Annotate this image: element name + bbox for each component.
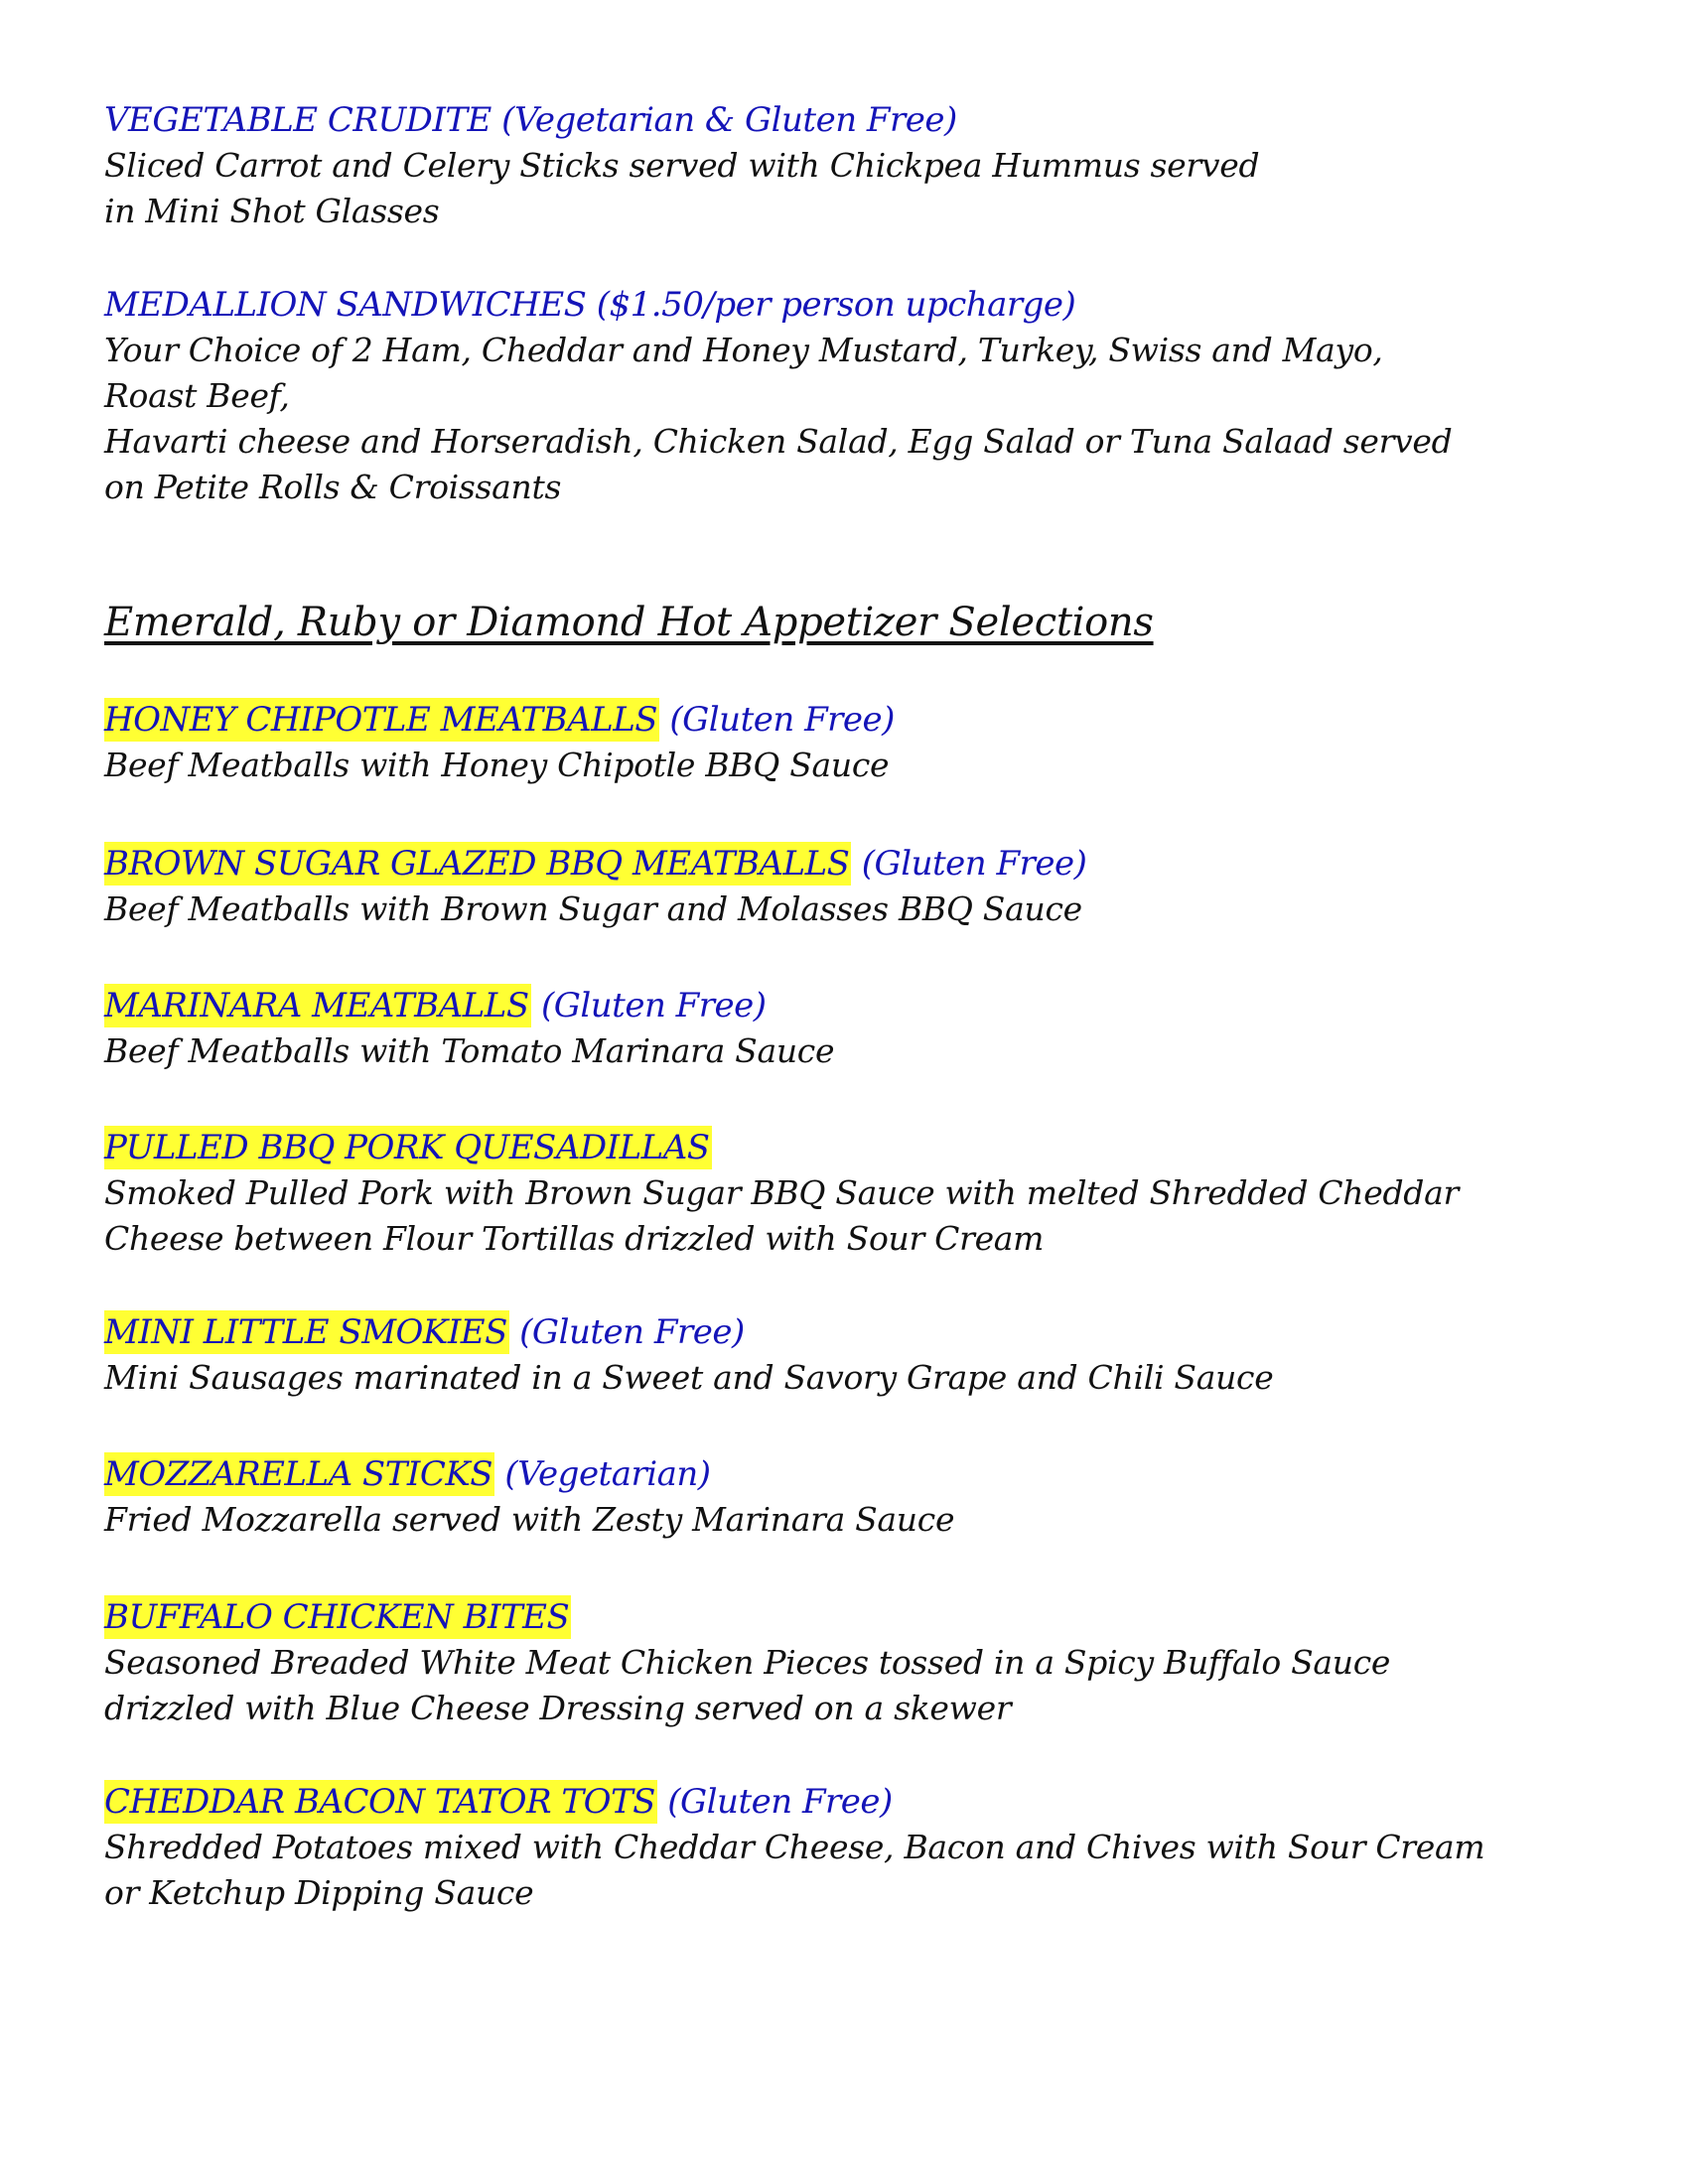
item-title: VEGETABLE CRUDITE (Vegetarian & Gluten Free) xyxy=(104,100,957,140)
item-title xyxy=(104,1779,1594,1825)
item-description xyxy=(104,143,1594,234)
item-title xyxy=(104,697,1594,743)
menu-item-vegetable-crudite xyxy=(104,97,1594,234)
dietary-tag: (Gluten Free) xyxy=(530,986,767,1025)
description-line: or Ketchup Dipping Sauce xyxy=(104,1873,534,1912)
description-line: Mini Sausages marinated in a Sweet and Savory Grape and Chili Sauce xyxy=(104,1358,1274,1397)
item-description xyxy=(104,1497,1594,1543)
item-description xyxy=(104,328,1594,510)
description-line: Havarti cheese and Horseradish, Chicken Salad, Egg Salad or Tuna Salaad served xyxy=(104,422,1453,461)
item-title xyxy=(104,1309,1594,1355)
item-title: MEDALLION SANDWICHES ($1.50/per person upcharge) xyxy=(104,285,1076,325)
menu-item-brown-sugar-bbq-meatballs xyxy=(104,841,1594,932)
item-title xyxy=(104,1594,1594,1640)
item-title xyxy=(104,1451,1594,1497)
highlighted-name: HONEY CHIPOTLE MEATBALLS xyxy=(104,700,658,740)
dietary-tag: (Gluten Free) xyxy=(656,1782,893,1822)
description-line: Your Choice of 2 Ham, Cheddar and Honey Mustard, Turkey, Swiss and Mayo, xyxy=(104,331,1383,369)
description-line: Shredded Potatoes mixed with Cheddar Cheese, Bacon and Chives with Sour Cream xyxy=(104,1828,1485,1866)
description-line: Fried Mozzarella served with Zesty Marinara Sauce xyxy=(104,1500,955,1539)
menu-item-pulled-bbq-pork-quesadillas xyxy=(104,1125,1594,1262)
dietary-tag: (Gluten Free) xyxy=(508,1312,745,1352)
description-line: on Petite Rolls & Croissants xyxy=(104,468,562,506)
item-description xyxy=(104,1640,1594,1731)
highlighted-name: CHEDDAR BACON TATOR TOTS xyxy=(104,1782,655,1822)
item-description xyxy=(104,1170,1594,1262)
menu-item-mozzarella-sticks xyxy=(104,1451,1594,1543)
description-line: Beef Meatballs with Honey Chipotle BBQ Sauce xyxy=(104,746,890,784)
description-line: Sliced Carrot and Celery Sticks served with Chickpea Hummus served xyxy=(104,146,1260,185)
highlighted-name: MOZZARELLA STICKS xyxy=(104,1454,493,1494)
item-description xyxy=(104,1825,1594,1916)
menu-item-buffalo-chicken-bites xyxy=(104,1594,1594,1731)
item-description xyxy=(104,1028,1594,1074)
item-description xyxy=(104,743,1594,788)
highlighted-name: PULLED BBQ PORK QUESADILLAS xyxy=(104,1128,710,1167)
menu-item-marinara-meatballs xyxy=(104,983,1594,1074)
item-title xyxy=(104,983,1594,1028)
highlighted-name: BROWN SUGAR GLAZED BBQ MEATBALLS xyxy=(104,844,850,884)
menu-item-mini-little-smokies xyxy=(104,1309,1594,1401)
menu-item-honey-chipotle-meatballs xyxy=(104,697,1594,788)
item-title xyxy=(104,1125,1594,1170)
item-description xyxy=(104,1355,1594,1401)
highlighted-name: MARINARA MEATBALLS xyxy=(104,986,529,1025)
dietary-tag: (Vegetarian) xyxy=(494,1454,711,1494)
description-line: in Mini Shot Glasses xyxy=(104,192,440,230)
description-line: drizzled with Blue Cheese Dressing served on a skewer xyxy=(104,1689,1012,1727)
description-line: Smoked Pulled Pork with Brown Sugar BBQ Sauce with melted Shredded Cheddar xyxy=(104,1173,1459,1212)
item-description xyxy=(104,887,1594,932)
menu-item-medallion-sandwiches xyxy=(104,282,1594,510)
description-line: Seasoned Breaded White Meat Chicken Pieces tossed in a Spicy Buffalo Sauce xyxy=(104,1643,1391,1682)
dietary-tag: (Gluten Free) xyxy=(659,700,895,740)
dietary-tag: (Gluten Free) xyxy=(851,844,1087,884)
description-line: Beef Meatballs with Brown Sugar and Molasses BBQ Sauce xyxy=(104,889,1082,928)
highlighted-name: MINI LITTLE SMOKIES xyxy=(104,1312,507,1352)
description-line: Cheese between Flour Tortillas drizzled with Sour Cream xyxy=(104,1219,1045,1258)
description-line: Roast Beef, xyxy=(104,376,290,415)
item-title xyxy=(104,841,1594,887)
menu-item-cheddar-bacon-tator-tots xyxy=(104,1779,1594,1916)
section-heading: Emerald, Ruby or Diamond Hot Appetizer Selections xyxy=(104,600,1154,645)
description-line: Beef Meatballs with Tomato Marinara Sauce xyxy=(104,1031,835,1070)
highlighted-name: BUFFALO CHICKEN BITES xyxy=(104,1597,570,1637)
